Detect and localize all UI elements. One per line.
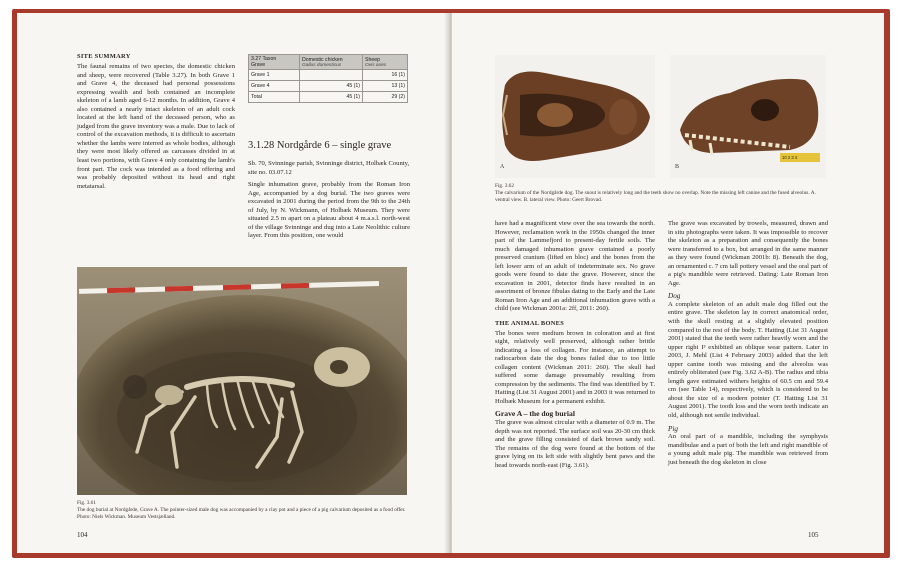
figure-label: Fig. 3.61	[77, 500, 96, 506]
table-col2-label: Domestic chicken	[302, 56, 343, 63]
table-col3-label: Sheep	[365, 56, 381, 63]
figure-label: Fig. 3.62	[495, 183, 514, 189]
table-cell-chicken: 45 (1)	[300, 92, 363, 103]
dog-burial-photo	[77, 267, 407, 495]
table-cell-label: Total	[249, 92, 300, 103]
page-number: 105	[808, 531, 819, 539]
left-page	[17, 13, 447, 553]
dog-burial-image	[77, 267, 407, 495]
photo-label-a: A	[500, 164, 505, 170]
col2-paragraph: The grave was excavated by trowels, measured, drawn and in situ photographs were taken. It was impossible to recover the skeleton as a preparation and consequently the bones were transferred to a box, but arranged in the same manner as they were found (Wickman 2001b: 8). Beneath the dog, an ornamented c. 7 cm tall pottery vessel and the oral part of a pig's mandible were retrieved. Dating: Late Roman Iron Age.	[668, 220, 828, 287]
table-cell-sheep: 29 (2)	[363, 92, 408, 103]
animal-bones-paragraph: The bones were medium brown in coloration and at first sight, relatively well preserved, although rather brittle indicating a loss of collagen. For instance, an attempt to radiocarbon date the dog bones failed due to too little collagen content (Wickman 2011: 260). The skull had suffered some damage presumably resulting from compression by the sediments. The find was identified by T. Hatting (List 31 August 2001) and in 2003 it was returned to Holbæk Museum for a permanent exhibit.	[495, 329, 655, 405]
site-summary-heading: SITE SUMMARY	[77, 53, 131, 60]
table-col3-latin: Ovis aries	[365, 62, 387, 68]
table-cell-label: Grave 1	[249, 70, 300, 81]
section-title: 3.1.28 Nordgårde 6 – single grave	[248, 140, 392, 151]
site-summary-text	[77, 63, 235, 191]
table-header-taxon	[249, 55, 300, 70]
table-col1b-label: Grave	[251, 62, 266, 68]
skull-ventral-photo	[495, 55, 655, 178]
grave-a-title: Grave A – the dog burial	[495, 409, 575, 419]
section-location: Sb. 70, Svinninge parish, Svinninge district, Holbæk County, site no. 03.07.12	[248, 160, 410, 176]
skull-lateral-photo	[670, 55, 826, 178]
pig-heading: Pig	[668, 424, 678, 433]
table-cell-chicken	[300, 70, 363, 81]
table-cell-label: Grave 4	[249, 81, 300, 92]
animal-bones-heading: THE ANIMAL BONES	[495, 320, 565, 328]
table-header-sheep	[363, 55, 408, 70]
skull-ventral-image	[495, 55, 655, 178]
col1-paragraph: have had a magnificent view over the sea towards the north. However, reclamation work in the 1950s changed the inner part of the Lammefjord to present-day fertile soils. The much damaged inhumation grave contained a poorly preserved cranium (lifted en bloc) and the bones from the left lower arm of an adult of indeterminate sex. No grave goods were found to date the grave. However, since the excavation in 2001, detector finds have resulted in an assortment of bronze fibulas dating to the Early and the Late Roman Iron Age and an additional inhumation grave with a child (see Wickman 2001a: 2ff, 2011: 260).	[495, 220, 655, 313]
scale-bar: 10 2 3 4	[780, 153, 820, 162]
table-row	[249, 92, 408, 103]
table-header-chicken	[300, 55, 363, 70]
pig-paragraph: An oral part of a mandible, including the symphysis mandibulae and a part of both the left and right mandible of a young adult male pig. The mandible was retrieved from just beneath the dog skeleton in close	[668, 433, 828, 466]
column-2	[668, 220, 828, 467]
figure-caption: The dog burial at Nordgårde, Grave A. The pointer-sized male dog was accompanied by a clay pot and a piece of a pig calvarium deposited as a food offer. Photo: Niels Wickman. Museum Vestsjælland.	[77, 507, 406, 520]
table-row	[249, 81, 408, 92]
pelvis	[155, 385, 183, 405]
table-cell-sheep: 16 (1)	[363, 70, 408, 81]
site-summary-paragraph: The faunal remains of two species, the domestic chicken and sheep, were recovered (Table 3.27). In both Grave 1 and Grave 4, the deceased had personal possessions expressing wealth and both contained an incomplete skeleton of a lamb aged 6-12 months. In addition, Grave 4 also contained a nearly intact skeleton of an adult cock located at the left hand of the deceased person, who as judged from the grave inventory was a male. Due to lack of control of the excavation methods, it is difficult to ascertain whether the lambs were interred as whole bodies, although they were most likely offered as carcasses divided in at least two portions, with Grave 4 only containing the lamb's front part. The cock was intended as a food offering and was probably deposited without its head and right metatarsal.	[77, 63, 235, 190]
figure-caption: The calvarium of the Nordgårde dog. The snout is relatively long and the teeth show no overlap. Note the missing left canine and the fused alveolus. A. ventral view. B. lateral view. Photo: Geert Brovad.	[495, 190, 816, 203]
right-page	[452, 13, 884, 553]
table-col2-latin: Gallus domesticus	[302, 62, 342, 68]
column-1	[495, 220, 655, 470]
table-cell-sheep: 13 (1)	[363, 81, 408, 92]
section-intro-paragraph: Single inhumation grave, probably from the Roman Iron Age, accompanied by a dog burial. The two graves were excavated in 2001 during the period from the 9th to the 24th of July, by N. Wickmann, of Holbæk Museum. They were situated 2.5 m apart on a plateau about 4 m.a.s.l. north-west of the village Svinninge and dug into a Late Neolithic culture layer. From this position, one would	[248, 181, 410, 240]
table-cell-chicken: 45 (1)	[300, 81, 363, 92]
page-number: 104	[77, 531, 88, 539]
table-col1-label: 3.27 Taxon	[251, 56, 277, 62]
dog-paragraph: A complete skeleton of an adult male dog filled out the entire grave. The skeleton lay in correct anatomical order, with the skull resting at a slightly elevated position compared to the rest of the body. T. Hatting (List 31 August 2001) stated that the teeth were rather heavily worn and the upper right I³ exhibited an oblique wear pattern. Later in 2003, J. Mehl (List 4 February 2003) added that the left upper canine tooth was missing and the alveolus was entirely obliterated (see Fig. 3.62 A-B). The radius and tibia length gave estimated withers heights of 60.5 cm and 59.4 cm (see Table 14), respectively, which is considered to be about the size of a modern pointer (T. Hatting List 31 August 2001). The tooth loss and the worn teeth indicate an old, although not senile individual.	[668, 300, 828, 420]
photo-label-b: B	[675, 164, 680, 170]
grave-a-paragraph: The grave was almost circular with a diameter of 0.9 m. The depth was not reported. The surface soil was 20-30 cm thick and the grave filling consisted of dark brown sandy soil. The remains of the dog were found at the bottom of the grave lying on its left side with slightly bent paws and the head towards north-east (Fig. 3.61).	[495, 419, 655, 469]
table-row	[249, 70, 408, 81]
section-intro	[248, 181, 410, 241]
taxon-table	[248, 54, 408, 103]
dog-heading: Dog	[668, 292, 681, 301]
